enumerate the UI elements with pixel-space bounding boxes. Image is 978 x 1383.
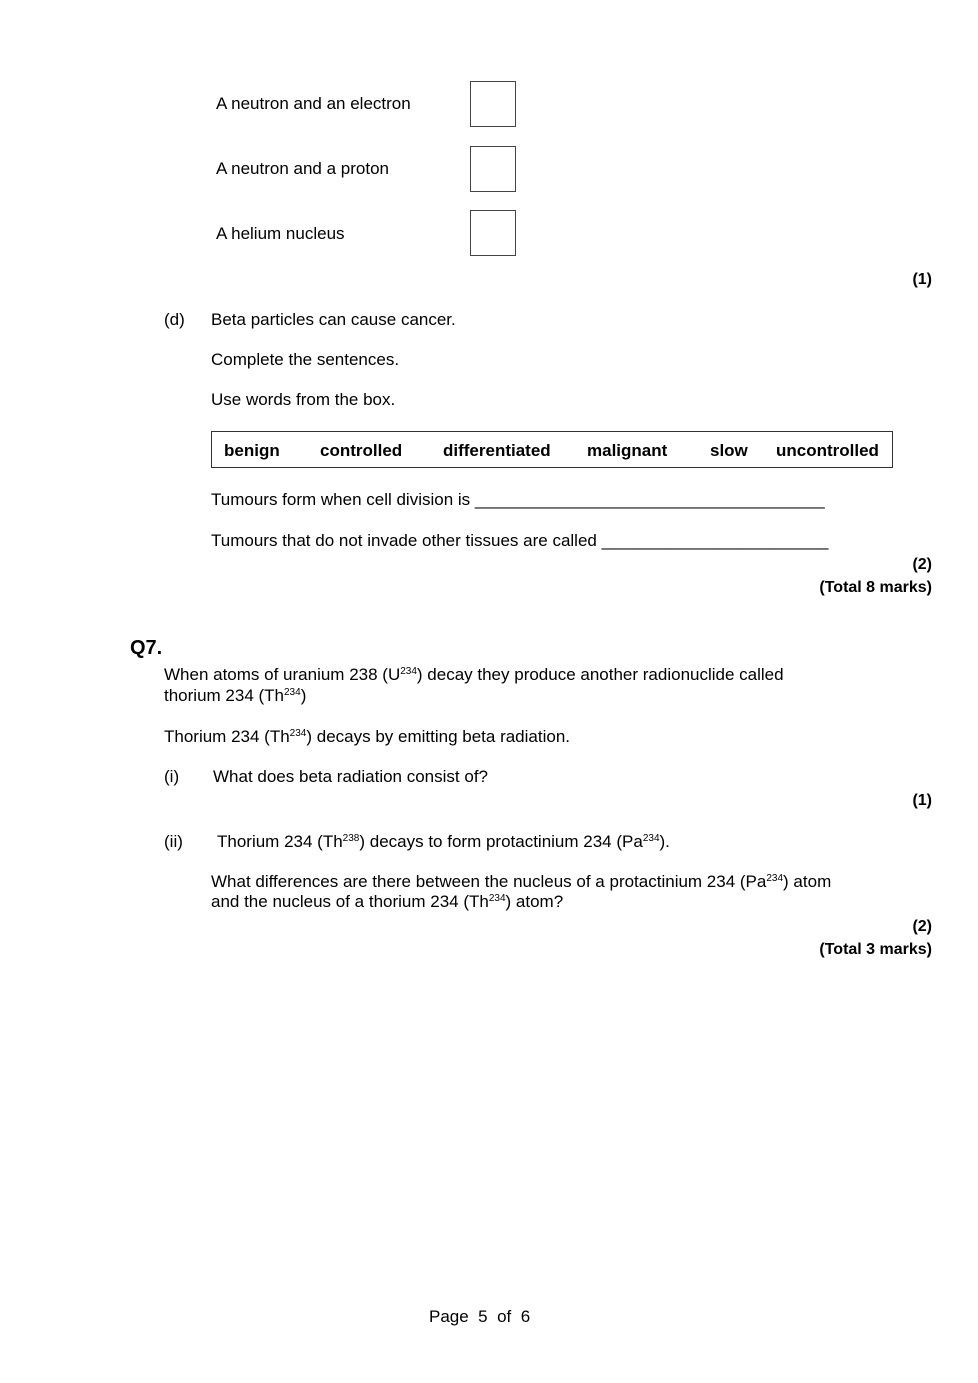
q7-intro-line-1: When atoms of uranium 238 $(U^{234})$ decay they produce another radionuclide called	[164, 665, 784, 684]
word-option: benign	[224, 441, 280, 460]
marks-part-ii: (2)	[912, 918, 932, 935]
option-label: A neutron and an electron	[216, 94, 411, 113]
answer-sentence-2[interactable]: Tumours that do not invade other tissues are called ________________________	[211, 531, 829, 550]
word-option: uncontrolled	[776, 441, 879, 460]
part-i-label: (i)	[164, 767, 180, 786]
part-ii-label: (ii)	[164, 832, 183, 851]
answer-sentence-1[interactable]: Tumours form when cell division is _____________________________________	[211, 490, 825, 509]
option-label: A neutron and a proton	[216, 159, 389, 178]
word-option: malignant	[587, 441, 668, 460]
part-d-instruction: Use words from the box.	[211, 390, 396, 409]
word-option: controlled	[320, 441, 403, 460]
word-option: slow	[710, 441, 748, 460]
part-d-label: (d)	[164, 310, 185, 329]
option-checkbox-neutron-electron[interactable]	[470, 81, 516, 127]
q7-statement: Thorium 234 (Th$^{234}$) decays by emitting beta radiation.	[164, 727, 571, 746]
total-marks-q6: (Total 8 marks)	[819, 579, 932, 596]
word-box	[211, 431, 893, 468]
marks-part-d: (2)	[912, 556, 932, 573]
part-d-stem: Beta particles can cause cancer.	[211, 310, 456, 329]
part-d-instruction: Complete the sentences.	[211, 350, 400, 369]
marks-part-c: (1)	[912, 271, 932, 288]
part-i-question: What does beta radiation consist of?	[213, 767, 488, 786]
option-label: A helium nucleus	[216, 224, 345, 243]
option-checkbox-neutron-proton[interactable]	[470, 146, 516, 192]
part-ii-text: Thorium 234 (Th$^{238}$) decays to form protactinium 234 (Pa$^{234}$).	[217, 832, 670, 851]
part-ii-question-line-1: What differences are there between the nucleus of a protactinium 234 (Pa$^{234}$) atom	[211, 872, 832, 891]
word-option: differentiated	[443, 441, 551, 460]
question-number: Q7.	[130, 637, 163, 659]
option-checkbox-helium-nucleus[interactable]	[470, 210, 516, 256]
page-footer: Page 5 of 6	[429, 1307, 531, 1326]
total-marks-q7: (Total 3 marks)	[819, 941, 932, 958]
part-ii-question-line-2: and the nucleus of a thorium 234 (Th$^{234}$) atom?	[211, 892, 564, 911]
q7-intro-line-2: thorium 234 (Th$^{234}$)	[164, 686, 307, 705]
marks-part-i: (1)	[912, 792, 932, 809]
